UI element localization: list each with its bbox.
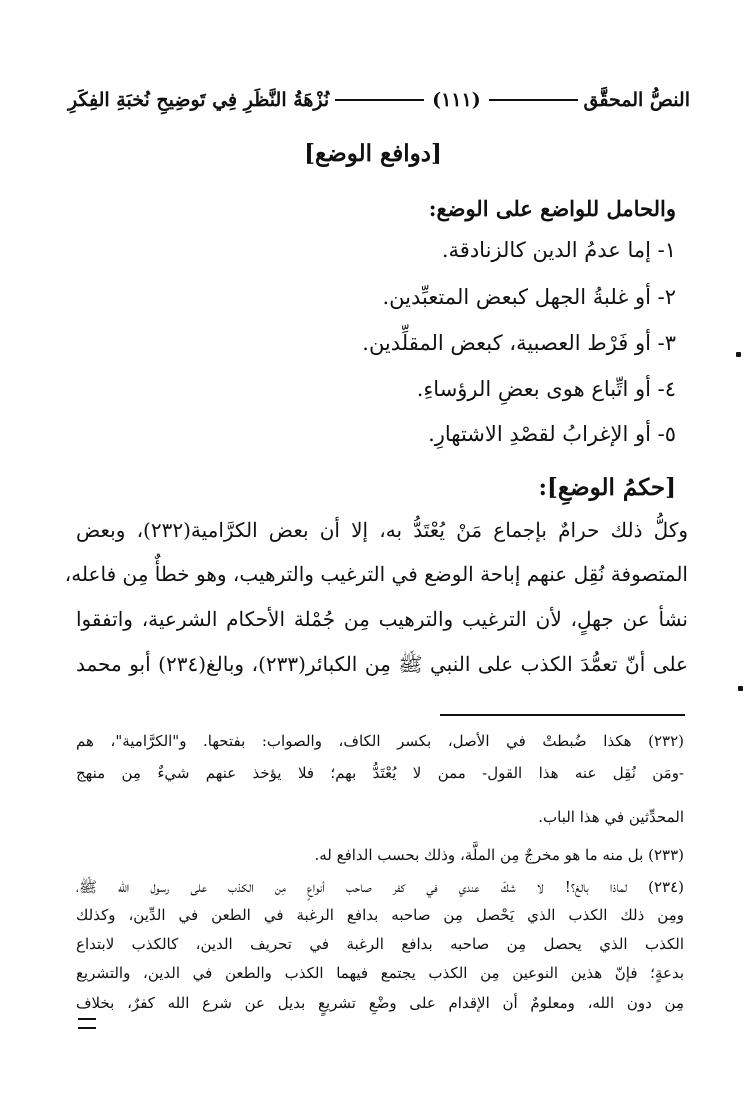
continuation-mark <box>78 1018 96 1029</box>
page-number: (١١١) <box>432 89 481 111</box>
header-rule-left <box>335 99 424 101</box>
footnote-line: مِن دون الله، ومعلومٌ أن الإقدام على وضْعِ تشريعٍ بديل عن شرع الله كفرٌ، بخلاف <box>76 994 684 1012</box>
footnote-line: -ومَن نُقِل عنه هذا القول- ممن لا يُعْتَدُّ بهم؛ فلا يؤخذ عنهم شيءٌ مِن منهج <box>76 764 684 782</box>
footnote-line: الكذب الذي يحصل مِن صاحبه بدافع الرغبة في تحريف الدين، كالكذب لابتداع <box>76 935 684 953</box>
paragraph-line: على أنّ تعمُّدَ الكذب على النبي ﷺ مِن الكبائر(٢٣٣)، وبالغ(٢٣٤) أبو محمد <box>76 652 688 676</box>
list-item: ٥- أو الإغرابُ لقصْدِ الاشتهارِ. <box>428 422 676 446</box>
running-header <box>68 82 690 118</box>
footnote-line: المحدِّثين في هذا الباب. <box>538 808 684 826</box>
paragraph-line: نشأ عن جهلٍ، لأن الترغيب والترهيب مِن جُمْلة الأحكام الشرعية، واتفقوا <box>76 607 688 631</box>
margin-mark <box>736 352 741 357</box>
footnote-line: (٢٣٤) لماذا بالغ؟! لا شكّ عندي في كفر صاحب أنواعٍ مِن الكذب على رسول الله ﷺ، <box>76 878 684 896</box>
section-title-ruling: [حكمُ الوضعِ]: <box>538 474 676 501</box>
footnote-separator <box>440 714 685 716</box>
footnote-line: (٢٣٣) بل منه ما هو مخرجٌ مِن الملَّة، وذلك بحسب الدافع له. <box>314 846 684 864</box>
paragraph-line: المتصوفة نُقِل عنهم إباحة الوضع في الترغيب والترهيب، وهو خطأٌ مِن فاعله، <box>64 562 688 586</box>
paragraph-line: وكلُّ ذلك حرامٌ بإجماع مَنْ يُعْتَدُّ به، إلا أن بعض الكرَّامية(٢٣٢)، وبعض <box>76 518 688 542</box>
margin-mark <box>738 686 743 691</box>
footnote-line: (٢٣٢) هكذا ضُبطتْ في الأصل، بكسر الكاف، والصواب: بفتحها. و"الكرَّامية"، هم <box>76 732 684 750</box>
footnote-line: ومِن ذلك الكذب الذي يَحْصل مِن صاحبه بدافع الرغبة في الطعن في الدِّين، وكذلك <box>76 906 684 924</box>
header-right-title: النصُّ المحقَّق <box>583 89 690 111</box>
section-title-motives: [دوافع الوضع] <box>304 140 442 167</box>
footnote-line: بدعةٍ؛ فإنّ هذين النوعين مِن الكذب يجتمع فيهما الكذب والطعن في الدين، والتشريع <box>76 964 684 982</box>
list-item: ٣- أو فَرْط العصبية، كبعض المقلِّدين. <box>362 331 676 355</box>
list-item: ٤- أو اتِّباع هوى بعضِ الرؤساءِ. <box>416 377 676 401</box>
header-rule-right <box>489 99 578 101</box>
header-left-title: نُزْهَةُ النَّظَرِ فِي تَوضِيحِ نُخبَةِ الفِكَرِ <box>68 89 330 111</box>
list-item: ١- إما عدمُ الدين كالزنادقة. <box>441 238 676 262</box>
section-lead: والحامل للواضع على الوضع: <box>428 196 676 221</box>
list-item: ٢- أو غلبةُ الجهل كبعض المتعبِّدين. <box>382 285 676 309</box>
